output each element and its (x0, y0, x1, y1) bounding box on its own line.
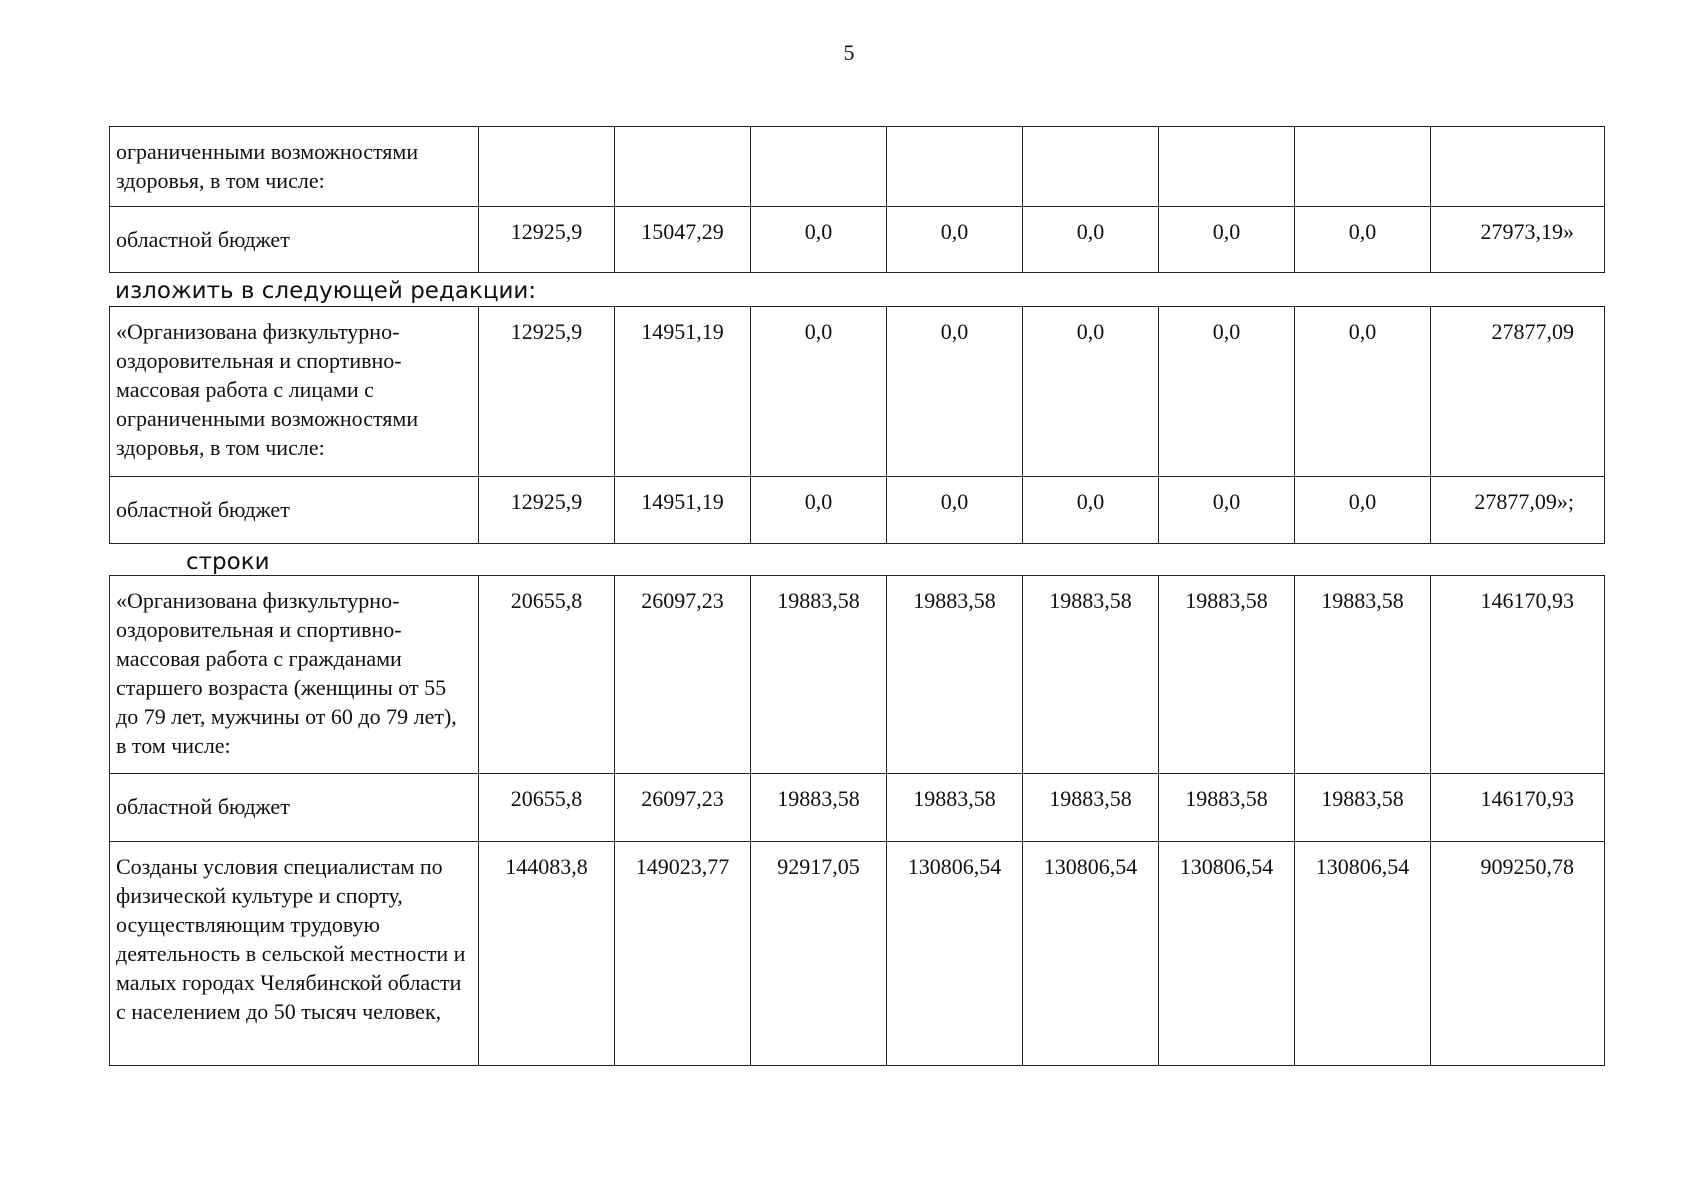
cell-total: 909250,78 (1431, 842, 1605, 1066)
cell-value: 149023,77 (615, 842, 751, 1066)
cell-value: 0,0 (887, 477, 1023, 544)
cell-value: 130806,54 (1023, 842, 1159, 1066)
cell-value: 19883,58 (1295, 576, 1431, 774)
cell-value (887, 127, 1023, 207)
caption-edit: изложить в следующей редакции: (115, 278, 537, 304)
table-row (110, 207, 1605, 273)
cell-value: 12925,9 (479, 307, 615, 477)
cell-value: 26097,23 (615, 576, 751, 774)
cell-value: 14951,19 (615, 477, 751, 544)
cell-value: 0,0 (1159, 307, 1295, 477)
cell-value: 0,0 (1023, 307, 1159, 477)
row-description: областной бюджет (110, 207, 479, 273)
cell-value: 19883,58 (887, 576, 1023, 774)
table-row (110, 842, 1605, 1066)
cell-value (615, 127, 751, 207)
cell-value: 12925,9 (479, 477, 615, 544)
row-description: «Организована физкультурно-оздоровительная и спортивно-массовая работа с лицами с ограниченными возможностями здоровья, в том числе: (110, 307, 479, 477)
cell-value: 19883,58 (1023, 774, 1159, 842)
row-description: «Организована физкультурно-оздоровительная и спортивно-массовая работа с гражданами старшего возраста (женщины от 55 до 79 лет, мужчины от 60 до 79 лет), в том числе: (110, 576, 479, 774)
table-row (110, 477, 1605, 544)
cell-value: 15047,29 (615, 207, 751, 273)
cell-total: 27877,09»; (1431, 477, 1605, 544)
row-description: областной бюджет (110, 774, 479, 842)
cell-value: 0,0 (1295, 207, 1431, 273)
cell-value: 130806,54 (1159, 842, 1295, 1066)
row-description: Созданы условия специалистам по физической культуре и спорту, осуществляющим трудовую деятельность в сельской местности и малых городах Челябинской области с населением до 50 тысяч человек, (110, 842, 479, 1066)
cell-value: 0,0 (887, 207, 1023, 273)
cell-total: 146170,93 (1431, 576, 1605, 774)
cell-value: 0,0 (751, 207, 887, 273)
cell-value: 14951,19 (615, 307, 751, 477)
table-row (110, 774, 1605, 842)
cell-value: 0,0 (887, 307, 1023, 477)
cell-value (479, 127, 615, 207)
cell-value: 0,0 (1159, 207, 1295, 273)
cell-value: 130806,54 (1295, 842, 1431, 1066)
row-description: областной бюджет (110, 477, 479, 544)
table-row (110, 576, 1605, 774)
table-old-wording (109, 126, 1605, 273)
cell-value: 92917,05 (751, 842, 887, 1066)
table-lines (109, 575, 1605, 1066)
cell-value: 0,0 (1023, 207, 1159, 273)
cell-total: 146170,93 (1431, 774, 1605, 842)
cell-total: 27973,19» (1431, 207, 1605, 273)
cell-value: 144083,8 (479, 842, 615, 1066)
cell-value: 19883,58 (751, 774, 887, 842)
cell-value (1295, 127, 1431, 207)
cell-value (751, 127, 887, 207)
cell-value: 0,0 (751, 307, 887, 477)
cell-value (1159, 127, 1295, 207)
cell-value: 0,0 (1295, 307, 1431, 477)
caption-lines: строки (186, 549, 270, 575)
cell-value: 19883,58 (1159, 774, 1295, 842)
cell-value: 0,0 (1159, 477, 1295, 544)
table-row (110, 307, 1605, 477)
cell-value: 0,0 (1295, 477, 1431, 544)
cell-value: 19883,58 (887, 774, 1023, 842)
cell-value: 20655,8 (479, 576, 615, 774)
page-number: 5 (843, 40, 855, 65)
cell-value: 26097,23 (615, 774, 751, 842)
cell-value: 0,0 (751, 477, 887, 544)
cell-total (1431, 127, 1605, 207)
cell-total: 27877,09 (1431, 307, 1605, 477)
cell-value: 19883,58 (1295, 774, 1431, 842)
cell-value (1023, 127, 1159, 207)
row-description: ограниченными возможностями здоровья, в том числе: (110, 127, 479, 207)
table-new-wording (109, 306, 1605, 544)
cell-value: 19883,58 (1023, 576, 1159, 774)
cell-value: 19883,58 (1159, 576, 1295, 774)
cell-value: 130806,54 (887, 842, 1023, 1066)
cell-value: 20655,8 (479, 774, 615, 842)
table-row (110, 127, 1605, 207)
cell-value: 0,0 (1023, 477, 1159, 544)
cell-value: 19883,58 (751, 576, 887, 774)
cell-value: 12925,9 (479, 207, 615, 273)
